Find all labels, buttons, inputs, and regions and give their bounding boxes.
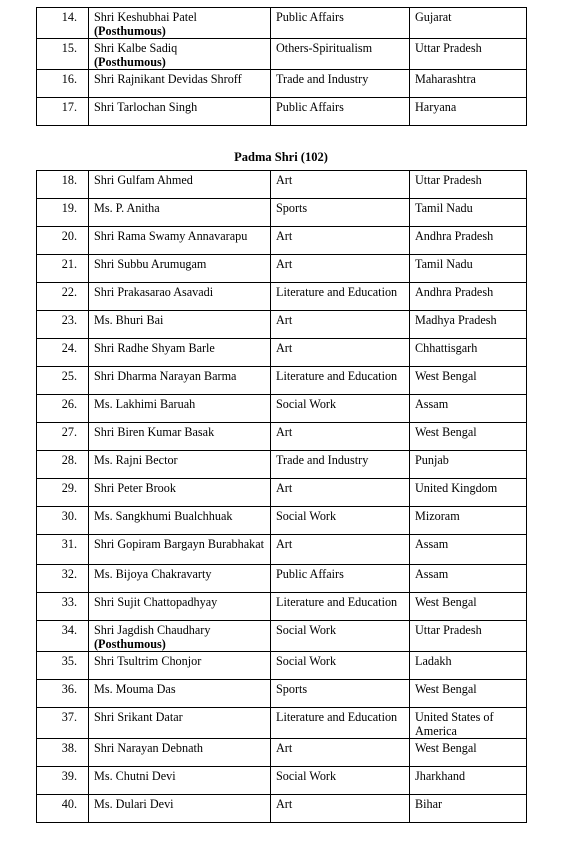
serial-number-cell: 30. <box>37 507 89 535</box>
name-cell <box>89 70 271 98</box>
name-cell <box>89 739 271 767</box>
awardee-name: Shri Narayan Debnath <box>94 741 203 755</box>
awardee-name: Ms. Bhuri Bai <box>94 313 164 327</box>
field-cell: Public Affairs <box>271 98 410 126</box>
state-cell: Madhya Pradesh <box>410 311 527 339</box>
table-row <box>37 70 527 98</box>
awardee-name: Shri Radhe Shyam Barle <box>94 341 215 355</box>
serial-number-cell: 23. <box>37 311 89 339</box>
serial-number-cell: 40. <box>37 795 89 823</box>
state-cell: Punjab <box>410 451 527 479</box>
serial-number-cell: 27. <box>37 423 89 451</box>
state-cell: Tamil Nadu <box>410 199 527 227</box>
name-cell <box>89 8 271 39</box>
state-cell: West Bengal <box>410 367 527 395</box>
name-cell <box>89 621 271 652</box>
awardee-name: Shri Rajnikant Devidas Shroff <box>94 72 242 86</box>
name-cell <box>89 39 271 70</box>
field-cell: Literature and Education <box>271 367 410 395</box>
state-cell: Bihar <box>410 795 527 823</box>
state-cell: Gujarat <box>410 8 527 39</box>
awardee-name: Shri Rama Swamy Annavarapu <box>94 229 248 243</box>
awardee-name: Ms. Dulari Devi <box>94 797 174 811</box>
name-cell <box>89 767 271 795</box>
name-cell <box>89 199 271 227</box>
table-row <box>37 767 527 795</box>
serial-number-cell: 32. <box>37 565 89 593</box>
table-body <box>37 171 527 823</box>
field-cell: Public Affairs <box>271 8 410 39</box>
state-cell: West Bengal <box>410 680 527 708</box>
name-cell <box>89 423 271 451</box>
field-cell: Social Work <box>271 395 410 423</box>
table-row <box>37 255 527 283</box>
name-cell <box>89 395 271 423</box>
state-cell: Maharashtra <box>410 70 527 98</box>
table-row <box>37 535 527 565</box>
table-row <box>37 283 527 311</box>
awardee-name: Ms. Lakhimi Baruah <box>94 397 196 411</box>
name-cell <box>89 98 271 126</box>
state-cell: Assam <box>410 535 527 565</box>
awardee-name: Shri Subbu Arumugam <box>94 257 207 271</box>
name-cell <box>89 227 271 255</box>
field-cell: Art <box>271 311 410 339</box>
name-cell <box>89 367 271 395</box>
awards-table-top <box>36 7 527 126</box>
name-cell <box>89 339 271 367</box>
field-cell: Literature and Education <box>271 708 410 739</box>
table-row <box>37 680 527 708</box>
table-row <box>37 395 527 423</box>
state-cell: West Bengal <box>410 423 527 451</box>
serial-number-cell: 24. <box>37 339 89 367</box>
serial-number-cell: 31. <box>37 535 89 565</box>
serial-number-cell: 28. <box>37 451 89 479</box>
name-cell <box>89 255 271 283</box>
table-row <box>37 739 527 767</box>
serial-number-cell: 19. <box>37 199 89 227</box>
field-cell: Art <box>271 795 410 823</box>
state-cell: Andhra Pradesh <box>410 227 527 255</box>
table-row <box>37 339 527 367</box>
state-cell: United Kingdom <box>410 479 527 507</box>
field-cell: Public Affairs <box>271 565 410 593</box>
serial-number-cell: 35. <box>37 652 89 680</box>
awardee-name: Shri Prakasarao Asavadi <box>94 285 214 299</box>
name-cell <box>89 451 271 479</box>
awardee-name: Ms. Bijoya Chakravarty <box>94 567 212 581</box>
table-row <box>37 98 527 126</box>
table-row <box>37 652 527 680</box>
serial-number-cell: 26. <box>37 395 89 423</box>
serial-number-cell: 39. <box>37 767 89 795</box>
awardee-name: Ms. Rajni Bector <box>94 453 178 467</box>
table-row <box>37 708 527 739</box>
awardee-name: Ms. Chutni Devi <box>94 769 176 783</box>
name-cell <box>89 507 271 535</box>
section-title: Padma Shri (102) <box>234 150 328 164</box>
state-cell: Chhattisgarh <box>410 339 527 367</box>
table-row <box>37 367 527 395</box>
state-cell: Ladakh <box>410 652 527 680</box>
name-cell <box>89 593 271 621</box>
field-cell: Art <box>271 423 410 451</box>
serial-number-cell: 25. <box>37 367 89 395</box>
state-cell: West Bengal <box>410 739 527 767</box>
field-cell: Art <box>271 255 410 283</box>
table-row <box>37 795 527 823</box>
field-cell: Sports <box>271 199 410 227</box>
posthumous-note: (Posthumous) <box>94 55 166 69</box>
awardee-name: Shri Biren Kumar Basak <box>94 425 215 439</box>
state-cell: Jharkhand <box>410 767 527 795</box>
name-cell <box>89 652 271 680</box>
table-body <box>37 8 527 126</box>
state-cell: Mizoram <box>410 507 527 535</box>
state-cell: West Bengal <box>410 593 527 621</box>
field-cell: Social Work <box>271 652 410 680</box>
serial-number-cell: 16. <box>37 70 89 98</box>
awardee-name: Shri Srikant Datar <box>94 710 183 724</box>
serial-number-cell: 20. <box>37 227 89 255</box>
state-cell: United States of America <box>410 708 527 739</box>
field-cell: Literature and Education <box>271 283 410 311</box>
table-row <box>37 39 527 70</box>
awardee-name: Shri Tsultrim Chonjor <box>94 654 202 668</box>
name-cell <box>89 795 271 823</box>
name-cell <box>89 680 271 708</box>
serial-number-cell: 14. <box>37 8 89 39</box>
awardee-name: Shri Gulfam Ahmed <box>94 173 193 187</box>
field-cell: Trade and Industry <box>271 70 410 98</box>
awardee-name: Shri Kalbe Sadiq <box>94 41 178 55</box>
name-cell <box>89 535 271 565</box>
state-cell: Haryana <box>410 98 527 126</box>
serial-number-cell: 29. <box>37 479 89 507</box>
awardee-name: Ms. P. Anitha <box>94 201 160 215</box>
table-row <box>37 423 527 451</box>
serial-number-cell: 37. <box>37 708 89 739</box>
awardee-name: Shri Gopiram Bargayn Burabhakat <box>94 537 265 551</box>
state-cell: Uttar Pradesh <box>410 39 527 70</box>
awardee-name: Shri Jagdish Chaudhary <box>94 623 211 637</box>
field-cell: Sports <box>271 680 410 708</box>
field-cell: Art <box>271 739 410 767</box>
name-cell <box>89 479 271 507</box>
awardee-name: Shri Peter Brook <box>94 481 176 495</box>
table-row <box>37 227 527 255</box>
state-cell: Andhra Pradesh <box>410 283 527 311</box>
awardee-name: Shri Tarlochan Singh <box>94 100 198 114</box>
name-cell <box>89 708 271 739</box>
state-cell: Assam <box>410 395 527 423</box>
state-cell: Uttar Pradesh <box>410 171 527 199</box>
field-cell: Art <box>271 479 410 507</box>
table-row <box>37 8 527 39</box>
state-cell: Uttar Pradesh <box>410 621 527 652</box>
posthumous-note: (Posthumous) <box>94 637 166 651</box>
name-cell <box>89 311 271 339</box>
field-cell: Social Work <box>271 767 410 795</box>
table-row <box>37 451 527 479</box>
awardee-name: Shri Dharma Narayan Barma <box>94 369 237 383</box>
field-cell: Art <box>271 535 410 565</box>
field-cell: Art <box>271 171 410 199</box>
table-row <box>37 199 527 227</box>
awardee-name: Shri Sujit Chattopadhyay <box>94 595 218 609</box>
serial-number-cell: 15. <box>37 39 89 70</box>
field-cell: Social Work <box>271 507 410 535</box>
serial-number-cell: 36. <box>37 680 89 708</box>
state-cell: Assam <box>410 565 527 593</box>
table-row <box>37 593 527 621</box>
serial-number-cell: 22. <box>37 283 89 311</box>
posthumous-note: (Posthumous) <box>94 24 166 38</box>
serial-number-cell: 21. <box>37 255 89 283</box>
serial-number-cell: 33. <box>37 593 89 621</box>
awardee-name: Ms. Sangkhumi Bualchhuak <box>94 509 233 523</box>
field-cell: Art <box>271 339 410 367</box>
table-row <box>37 311 527 339</box>
name-cell <box>89 565 271 593</box>
awardee-name: Ms. Mouma Das <box>94 682 176 696</box>
table-row <box>37 171 527 199</box>
serial-number-cell: 17. <box>37 98 89 126</box>
table-row <box>37 479 527 507</box>
table-row <box>37 621 527 652</box>
table-row <box>37 507 527 535</box>
name-cell <box>89 283 271 311</box>
serial-number-cell: 34. <box>37 621 89 652</box>
padma-shri-table <box>36 170 527 823</box>
serial-number-cell: 38. <box>37 739 89 767</box>
field-cell: Social Work <box>271 621 410 652</box>
awardee-name: Shri Keshubhai Patel <box>94 10 197 24</box>
table-row <box>37 565 527 593</box>
name-cell <box>89 171 271 199</box>
serial-number-cell: 18. <box>37 171 89 199</box>
field-cell: Others-Spiritualism <box>271 39 410 70</box>
field-cell: Trade and Industry <box>271 451 410 479</box>
field-cell: Art <box>271 227 410 255</box>
state-cell: Tamil Nadu <box>410 255 527 283</box>
field-cell: Literature and Education <box>271 593 410 621</box>
